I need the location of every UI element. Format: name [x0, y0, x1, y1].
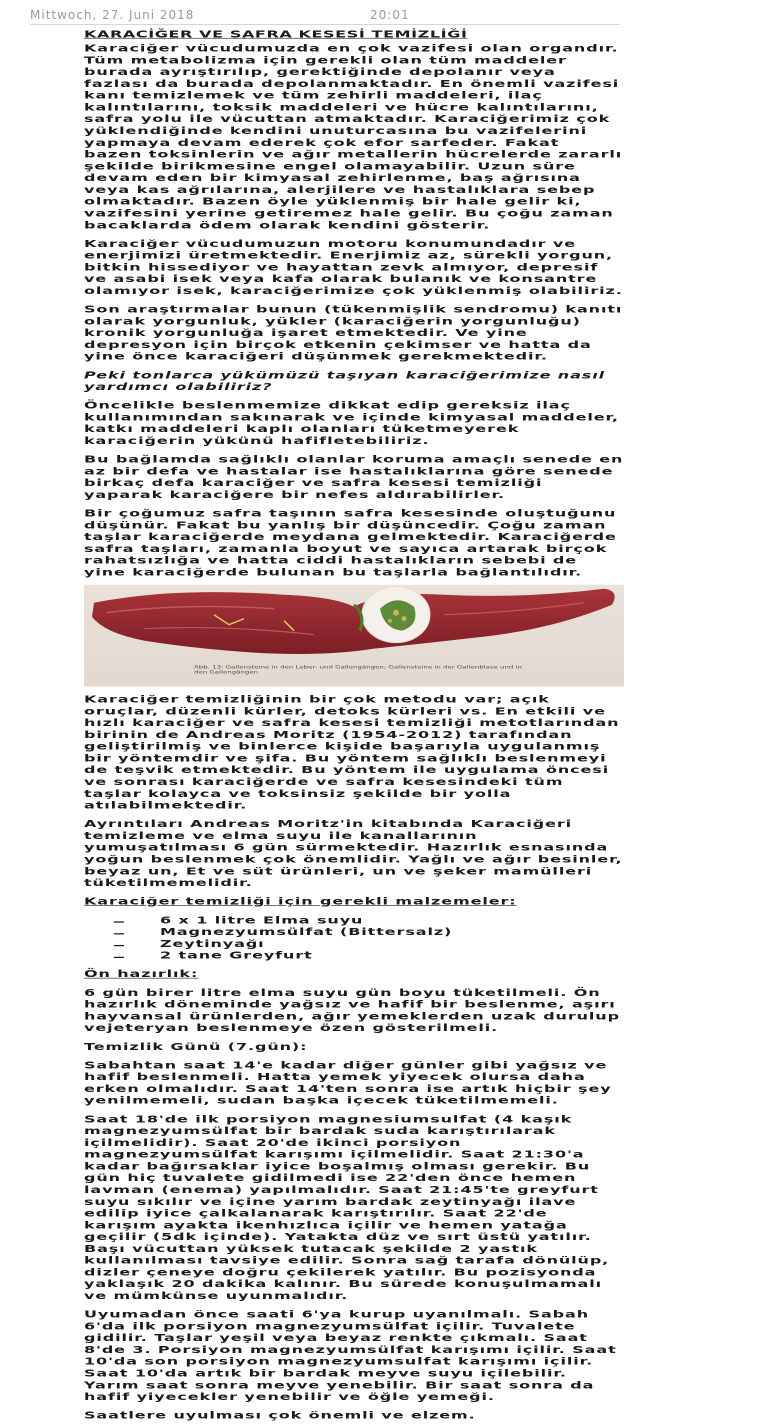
article-title: KARACİĞER VE SAFRA KESESİ TEMİZLİĞİ — [84, 28, 468, 40]
header-date: Mittwoch, 27. Juni 2018 — [30, 8, 195, 22]
paragraph-8: Ayrıntıları Andreas Moritz'in kitabında Karaciğeri temizleme ve elma suyu ile kanallarının yumuşatılması 6 gün sürmektedir. Hazırlık esnasında yoğun beslenmek çok önemlidir. Yağlı ve ağır besinler, beyaz un, Et ve süt ürünleri, un ve şeker mamülleri tüketilmemelidir. — [84, 817, 623, 889]
paragraph-13: Saatlere uyulması çok önemli ve elzem. — [84, 1409, 476, 1422]
paragraph-4: Öncelikle beslenmemize dikkat edip gereksiz ilaç kullanımından sakınarak ve içinde kimyasal maddeler, katkı maddeleri kaplı olanları tüketmeyerek karaciğerin yükünü hafifletebiliriz. — [84, 399, 619, 447]
question-heading: Peki tonlarca yükümüzü taşıyan karaciğerimize nasıl yardımcı olabiliriz? — [84, 369, 605, 393]
figure-caption: Abb. 13: Gallensteine in den Leber- und Gallengängen; Gallensteine in der Gallenblase und in den Gallengängen — [194, 664, 522, 675]
paragraph-6: Bir çoğumuz safra taşının safra kesesinde oluştuğunu düşünür. Fakat bu yanlış bir düşüncedir. Çoğu zaman taşlar karaciğerde meydana gelmektedir. Karaciğerde safra taşları, zamanla boyut ve sayıca artarak birçok rahatsızlığa ve hatta ciddi hastalıkların sebebi de yine karaciğerde bulunan bu taşlarla bağlantılıdır. — [84, 507, 617, 578]
materials-list — [84, 914, 624, 961]
header-time: 20:01 — [370, 8, 410, 22]
page-header — [30, 8, 620, 25]
materials-heading: Karaciğer temizliği için gerekli malzemeler: — [84, 895, 517, 908]
article-body — [84, 28, 624, 1428]
list-item: 6 x 1 litre Elma suyu — [114, 914, 624, 926]
list-item: Magnezyumsülfat (Bittersalz) — [114, 926, 624, 938]
paragraph-11: Saat 18'de ilk porsiyon magnesiumsulfat (4 kaşık magnezyumsülfat bir bardak suda karıştırılarak içilmelidir). Saat 20'de ikinci porsiyon magnezyumsülfat karışımı içilmelidir. Saat 21:30'a kadar bağırsaklar iyice boşalmış olması gerekir. Bu gün hiç tuvalete gidilmedi ise 22'den önce hemen lavman (enema) yapılmalıdır. Saat 21:45'te greyfurt suyu sıkılır ve içine yarım bardak zeytinyağı ilave edilip iyice çalkalanarak karıştırılır. Saat 22'de karışım ayakta ikenhızlıca içilir ve hemen yatağa geçilir (5dk içinde). Yatakta düz ve sırt üstü yatılır. Başı vücuttan yüksek tutacak şekilde 2 yastık kullanılması tavsiye edilir. Sonra sağ tarafa dönülüp, dizler çeneye doğru çekilerek yatılır. Bu pozisyonda yaklaşık 20 dakika kalınır. Bu sürede konuşulmamalı ve mümkünse uyunmalıdır. — [84, 1113, 610, 1302]
paragraph-10: Sabahtan saat 14'e kadar diğer günler gibi yağsız ve hafif beslenmeli. Hatta yemek yiyecek olursa daha erken olmalıdır. Saat 14'ten sonra ise artık hiçbir şey yenilmemeli, sudan başka içecek tüketilmemeli. — [84, 1059, 612, 1107]
paragraph-9: 6 gün birer litre elma suyu gün boyu tüketilmeli. Ön hazırlık döneminde yağsız ve hafif bir beslenme, aşırı hayvansal ürünlerden, ağır yemeklerden uzak durulup vejeteryan beslenmeye özen gösterilmeli. — [84, 986, 620, 1034]
list-item: 2 tane Greyfurt — [114, 949, 624, 961]
paragraph-1: Karaciğer vücudumuzda en çok vazifesi olan organdır. Tüm metabolizma için gerekli olan tüm maddeler burada ayrıştırılıp, gerektiğinde depolanır veya fazlası da burada depolanmaktadır. En önemli vazifesi kanı temizlemek ve tüm zehirli maddeleri, ilaç kalıntılarını, toksik maddeleri ve hücre kalıntılarını, safra yolu ile vücuttan atmaktadır. Karaciğerimiz çok yüklendiğinde kendini unuturcasına bu vazifelerini yapmaya devam ederek çok efor sarfeder. Fakat bazen toksinlerin ve ağır metallerin hücrelerde zararlı şekilde birikmesine engel olamayabilir. Uzun süre devam eden bir kimyasal zehirlenme, baş ağrısına veya kas ağrılarına, alerjilere ve hastalıklara sebep olmaktadır. Bazen öyle yüklenmiş bir hale gelir ki, vazifesini yerine getiremez hale gelir. Bu çoğu zaman bacaklarda ödem olarak kendini gösterir. — [84, 42, 623, 231]
list-item: Zeytinyağı — [114, 938, 624, 950]
liver-illustration — [84, 585, 624, 687]
paragraph-12: Uyumadan önce saati 6'ya kurup uyanılmalı. Sabah 6'da ilk porsiyon magnezyumsülfat içilir. Tuvalete gidilir. Taşlar yeşil veya beyaz renkte çıkmalı. Saat 8'de 3. Porsiyon magnezyumsülfat karışımı içilir. Saat 10'da son porsiyon magnezyumsulfat karışımı içilir. Saat 10'da artık bir bardak meyve suyu içilebilir. Yarım saat sonra meyve yenebilir. Bir saat sonra da hafif yiyecekler yenebilir ve öğle yemeği. — [84, 1308, 617, 1403]
paragraph-7: Karaciğer temizliğinin bir çok metodu var; açık oruçlar, düzenli kürler, detoks kürleri vs. En etkili ve hızlı karaciğer ve safra kesesi temizliği metotlarından birinin de Andreas Moritz (1954-2012) tarafından geliştirilmiş ve binlerce kişide başarıyla uygulanmış bir yöntemdir ve şifa. Bu yöntem sağlıklı beslenmeyi de teşvik etmektedir. Bu yöntem ile uygulama öncesi ve sonrası karaciğerde ve safra kesesindeki tüm taşlar kolayca ve toksinsiz şekilde bir yolla atılabilmektedir. — [84, 693, 620, 812]
cleanse-heading: Temizlik Günü (7.gün): — [84, 1040, 308, 1053]
paragraph-5: Bu bağlamda sağlıklı olanlar koruma amaçlı senede en az bir defa ve hastalar ise hastalıklarına göre senede birkaç defa karaciğer ve safra kesesi temizliği yaparak karaciğere bir nefes aldırabilirler. — [84, 453, 624, 501]
prep-heading: Ön hazırlık: — [84, 967, 199, 980]
paragraph-3: Son araştırmalar bunun (tükenmişlik sendromu) kanıtı olarak yorgunluk, yükler (karaciğerin yorgunluğu) kronik yorgunluğa işaret etmektedir. Ve yine depresyon için birçok etkenin çekimser ve hatta da yine önce karaciğeri düşünmek gerekmektedir. — [84, 303, 623, 363]
paragraph-2: Karaciğer vücudumuzun motoru konumundadır ve enerjimizi üretmektedir. Enerjimiz az, sürekli yorgun, bitkin hissediyor ve hayattan zevk almıyor, depresif ve asabi isek veya kafa olarak bulanık ve konsantre olamıyor isek, karaciğerimize çok yüklenmiş olabiliriz. — [84, 237, 623, 297]
